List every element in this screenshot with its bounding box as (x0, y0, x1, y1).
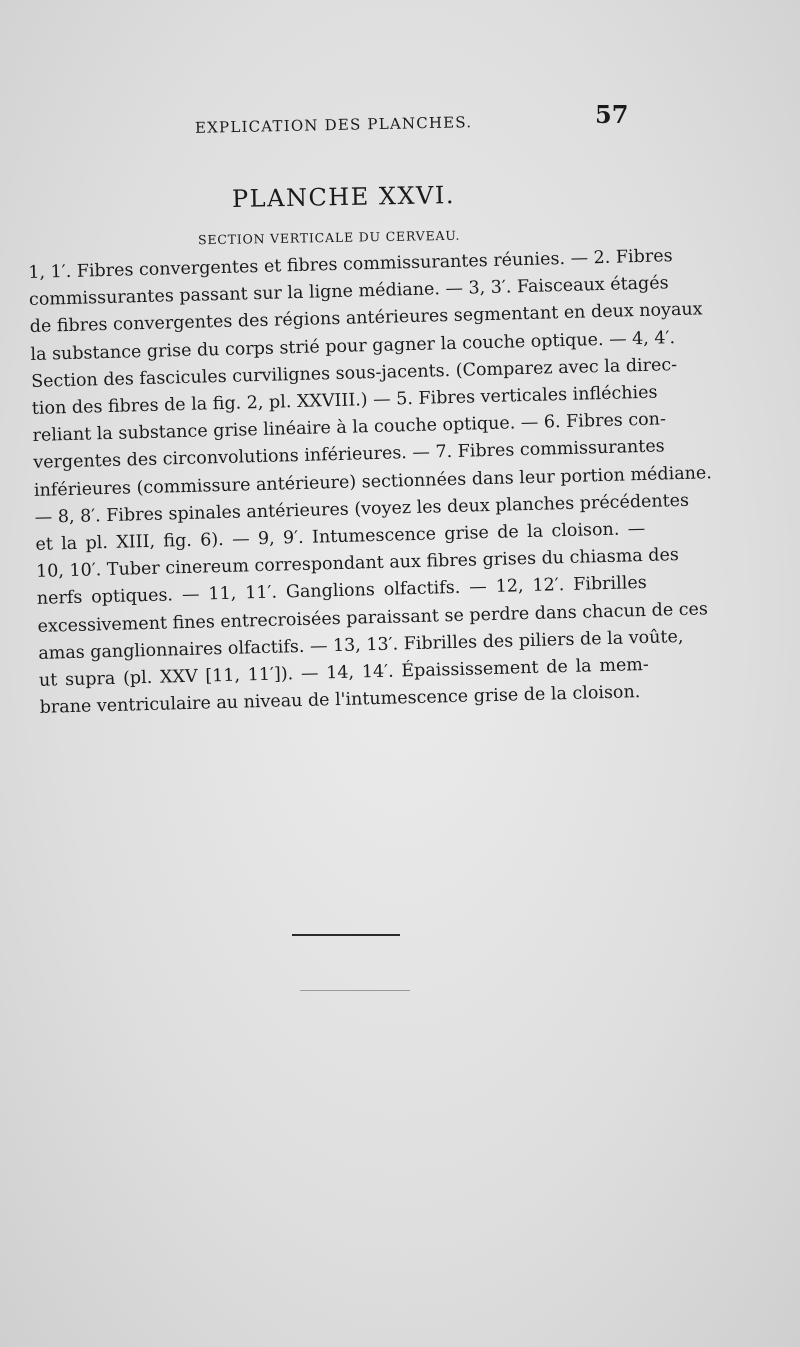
running-title: EXPLICATION DES PLANCHES. (194, 113, 473, 137)
text-line: vergentes des circonvolutions inférieures. — 7. Fibres commissurantes (33, 436, 665, 474)
text-line: Section des fascicules curvilignes sous-jacents. (Comparez avec la direc- (30, 354, 678, 392)
text-line: la substance grise du corps strié pour gagner la couche optique. — 4, 4′. (30, 327, 676, 365)
text-line: reliant la substance grise linéaire à la couche optique. — 6. Fibres con- (32, 409, 667, 447)
page-number: 57 (595, 100, 629, 129)
section-divider (292, 934, 400, 936)
text-line: ut supra (pl. XXV [11, 11′]). — 14, 14′. Épaississement de la mem- (38, 654, 650, 691)
text-line: de fibres convergentes des régions antérieures segmentant en deux noyaux (29, 299, 703, 338)
text-line: — 8, 8′. Fibres spinales antérieures (voyez les deux planches précédentes (34, 490, 690, 528)
text-line: nerfs optiques. — 11, 11′. Ganglions olfactifs. — 12, 12′. Fibrilles (36, 573, 647, 610)
text-line: inférieures (commissure antérieure) sectionnées dans leur portion médiane. (33, 462, 713, 501)
bleed-through-rule (300, 990, 410, 991)
text-line: 10, 10′. Tuber cinereum correspondant aux fibres grises du chiasma des (35, 545, 680, 583)
text-line: tion des fibres de la fig. 2, pl. XXVIII.) — 5. Fibres verticales infléchies (31, 382, 658, 419)
text-line: 1, 1′. Fibres convergentes et fibres commissurantes réunies. — 2. Fibres (28, 246, 673, 283)
text-line: commissurantes passant sur la ligne médiane. — 3, 3′. Faisceaux étagés (28, 273, 669, 311)
text-line: amas ganglionnaires olfactifs. — 13, 13′. Fibrilles des piliers de la voûte, (38, 626, 684, 664)
plate-title: PLANCHE XXVI. (231, 181, 456, 213)
text-line: et la pl. XIII, fig. 6). — 9, 9′. Intumescence grise de la cloison. — (35, 518, 646, 555)
plate-legend-text (28, 244, 713, 722)
plate-subtitle: SECTION VERTICALE DU CERVEAU. (197, 227, 461, 248)
text-line: excessivement fines entrecroisées paraissant se perdre dans chacun de ces (37, 598, 709, 637)
text-line: brane ventriculaire au niveau de l'intumescence grise de la cloison. (39, 682, 641, 719)
